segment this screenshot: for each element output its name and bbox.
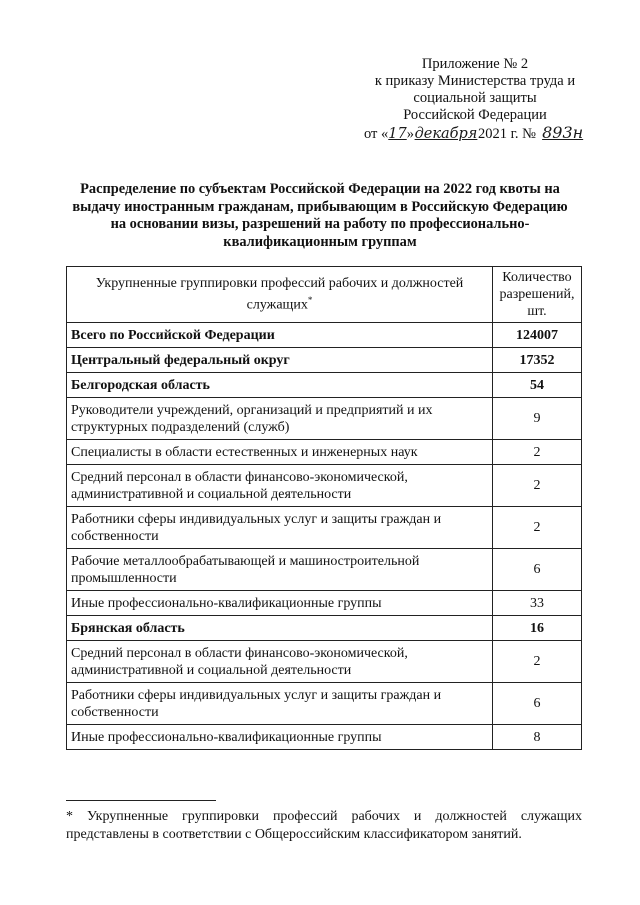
appendix-order-ref: к приказу Министерства труда и [374,73,576,89]
row-label: Брянская область [67,616,493,641]
appendix-ministry-line: социальной защиты [413,90,537,106]
row-value: 54 [493,373,582,398]
table-row [67,373,582,398]
row-value: 2 [493,507,582,549]
row-value: 124007 [493,323,582,348]
row-value: 6 [493,549,582,591]
table-row [67,683,582,725]
row-label: Белгородская область [67,373,493,398]
row-value: 2 [493,440,582,465]
row-value: 6 [493,683,582,725]
row-value: 16 [493,616,582,641]
row-label: Центральный федеральный округ [67,348,493,373]
order-mid: » [406,126,414,142]
order-date-line [360,124,590,143]
table-row [67,591,582,616]
row-label: Иные профессионально-квалификационные группы [67,725,493,750]
row-value: 17352 [493,348,582,373]
footnote-mark: * [66,809,73,824]
order-number: 893н [542,123,584,142]
row-label: Всего по Российской Федерации [67,323,493,348]
footnote-line-1: * Укрупненные группировки профессий рабочих и должностей служащих [66,809,582,824]
table-row [67,725,582,750]
footnote-ref: * [307,295,313,306]
order-prefix: от « [364,126,389,142]
document-title: Распределение по субъектам Российской Федерации на 2022 год квоты на выдачу иностранным гражданам, прибывающим в Российскую Федерацию на основании визы, разрешений на работу по профессионально-квалификационным группам [72,181,568,250]
table-row [67,616,582,641]
table-row [67,641,582,683]
row-label: Специалисты в области естественных и инженерных наук [67,440,493,465]
table-header-row [67,267,582,323]
order-year: 2021 г. № [477,126,537,142]
row-value: 9 [493,398,582,440]
footnote [66,808,582,844]
row-label: Средний персонал в области финансово-экономической, административной и социальной деятельности [67,641,493,683]
row-label: Рабочие металлообрабатывающей и машиностроительной промышленности [67,549,493,591]
table-row [67,440,582,465]
row-value: 2 [493,641,582,683]
order-day: 17 [388,126,407,142]
row-label: Работники сферы индивидуальных услуг и защиты граждан и собственности [67,507,493,549]
table-row [67,549,582,591]
quota-table [66,266,582,750]
row-label: Работники сферы индивидуальных услуг и защиты граждан и собственности [67,683,493,725]
table-row [67,465,582,507]
row-value: 2 [493,465,582,507]
order-month: декабря [414,126,478,142]
appendix-federation-line: Российской Федерации [403,107,547,123]
header-groups: Укрупненные группировки профессий рабочих и должностей служащих* [67,267,493,323]
row-value: 33 [493,591,582,616]
table-row [67,348,582,373]
table-row [67,398,582,440]
appendix-header [360,56,590,143]
footnote-divider [66,800,216,801]
row-value: 8 [493,725,582,750]
row-label: Руководители учреждений, организаций и предприятий и их структурных подразделений (служб) [67,398,493,440]
table-row [67,323,582,348]
footnote-line-2: представлены в соответствии с Общероссийским классификатором занятий. [66,827,522,842]
row-label: Средний персонал в области финансово-экономической, административной и социальной деятельности [67,465,493,507]
table-row [67,507,582,549]
header-count: Количество разрешений, шт. [493,267,582,323]
row-label: Иные профессионально-квалификационные группы [67,591,493,616]
appendix-number: Приложение № 2 [421,56,529,72]
